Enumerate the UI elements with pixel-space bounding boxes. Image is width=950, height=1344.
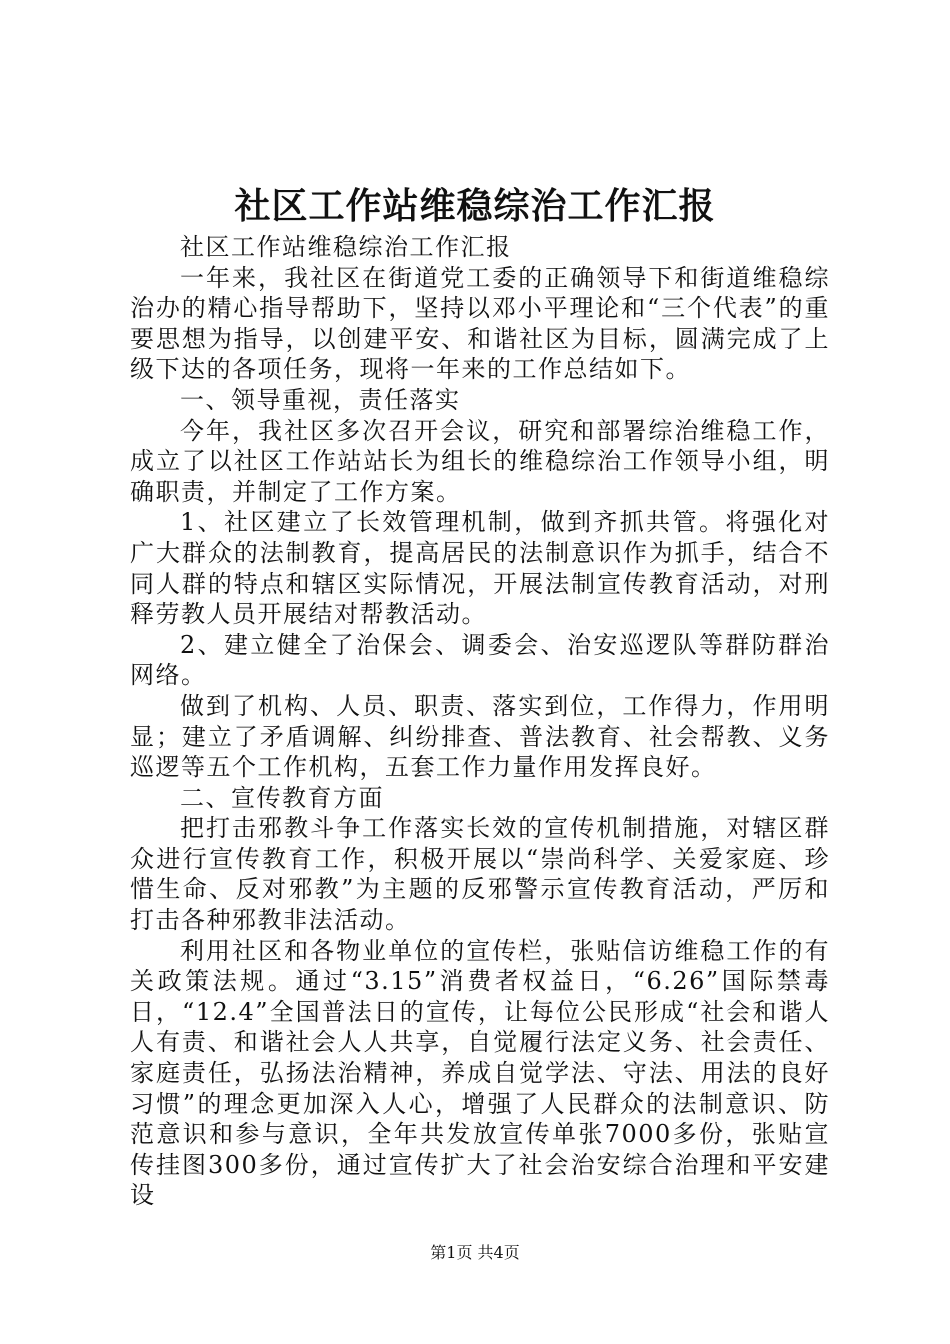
page-footer: 第1页 共4页 [430, 1243, 520, 1262]
document-title: 社区工作站维稳综治工作汇报 [234, 185, 716, 227]
paragraph-subtitle: 社区工作站维稳综治工作汇报 [180, 233, 512, 261]
paragraph-mechanism: 1、社区建立了长效管理机制，做到齐抓共管。将强化对广大群众的法制教育，提高居民的法制意识作为抓手，结合不同人群的特点和辖区实际情况，开展法制宣传教育活动，对刑释劳教人员开展结对帮教活动。 [130, 508, 830, 629]
paragraph-bulletin: 利用社区和各物业单位的宣传栏，张贴信访维稳工作的有关政策法规。通过“3.15”消费者权益日，“6.26”国际禁毒日，“12.4”全国普法日的宣传，让每位公民形成“社会和谐人人有责、和谐社会人人共享，自觉履行法定义务、社会责任、家庭责任，弘扬法治精神，养成自觉学法、守法、用法的良好习惯”的理念更加深入人心，增强了人民群众的法制意识、防范意识和参与意识，全年共发放宣传单张7000多份，张贴宣传挂图300多份，通过宣传扩大了社会治安综合治理和平安建设 [130, 936, 830, 1210]
paragraph-intro: 一年来，我社区在街道党工委的正确领导下和街道维稳综治办的精心指导帮助下，坚持以邓小平理论和“三个代表”的重要思想为指导，以创建平安、和谐社区为目标，圆满完成了上级下达的各项任务，现将一年来的工作总结如下。 [130, 263, 830, 384]
paragraph-organization: 做到了机构、人员、职责、落实到位，工作得力，作用明显；建立了矛盾调解、纠纷排查、普法教育、社会帮教、义务巡逻等五个工作机构，五套工作力量作用发挥良好。 [130, 691, 830, 782]
section-heading-leadership: 一、领导重视，责任落实 [180, 385, 461, 414]
paragraph-meetings: 今年，我社区多次召开会议，研究和部署综治维稳工作，成立了以社区工作站站长为组长的维稳综治工作领导小组，明确职责，并制定了工作方案。 [130, 416, 830, 506]
paragraph-anti-cult: 把打击邪教斗争工作落实长效的宣传机制措施，对辖区群众进行宣传教育工作，积极开展以“崇尚科学、关爱家庭、珍惜生命、反对邪教”为主题的反邪警示宣传教育活动，严厉和打击各种邪教非法活动。 [130, 814, 830, 935]
document-body [130, 232, 830, 1211]
section-heading-publicity: 二、宣传教育方面 [180, 783, 384, 812]
paragraph-network: 2、建立健全了治保会、调委会、治安巡逻队等群防群治网络。 [130, 630, 830, 690]
